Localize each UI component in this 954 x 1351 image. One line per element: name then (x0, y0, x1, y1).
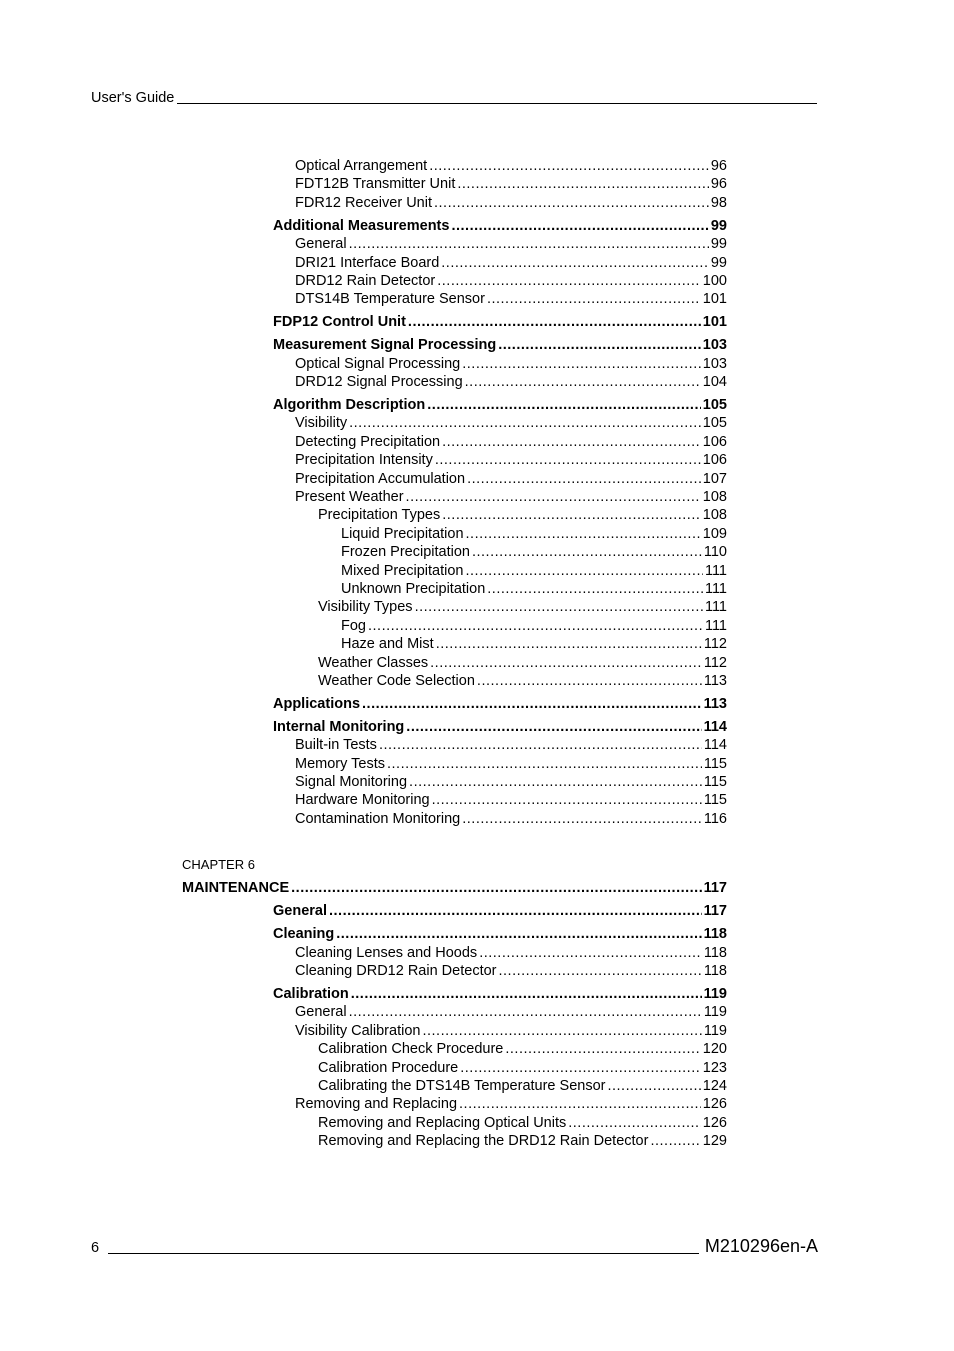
toc-dot-leader (472, 543, 702, 561)
toc-entry-page: 119 (703, 1004, 727, 1021)
toc-entry[interactable] (0, 1003, 954, 1021)
toc-dot-leader (460, 1059, 701, 1077)
toc-entry[interactable] (0, 1059, 954, 1077)
toc-entry-title: Cleaning DRD12 Rain Detector (295, 962, 497, 979)
toc-entry[interactable] (0, 1114, 954, 1132)
toc-dot-leader (349, 235, 709, 253)
toc-entry-title: Measurement Signal Processing (273, 337, 497, 354)
toc-entry-title: Visibility (295, 415, 348, 432)
toc-entry[interactable] (0, 313, 954, 331)
toc-entry-page: 123 (702, 1059, 727, 1076)
toc-entry[interactable] (0, 695, 954, 713)
toc-entry-title: Removing and Replacing the DRD12 Rain Detector (318, 1133, 649, 1150)
toc-entry-page: 110 (703, 544, 727, 561)
toc-entry-page: 112 (703, 636, 727, 653)
toc-entry[interactable] (0, 810, 954, 828)
toc-entry[interactable] (0, 654, 954, 672)
toc-dot-leader (477, 672, 702, 690)
toc-entry-page: 96 (710, 176, 727, 193)
toc-entry-title: Liquid Precipitation (341, 525, 464, 542)
toc-entry-page: 117 (703, 903, 727, 920)
toc-entry-page: 113 (703, 672, 727, 689)
toc-entry[interactable] (0, 235, 954, 253)
toc-entry-title: Hardware Monitoring (295, 792, 430, 809)
header-rule (177, 103, 817, 104)
toc-dot-leader (387, 755, 702, 773)
toc-entry[interactable] (0, 290, 954, 308)
toc-entry-page: 113 (703, 695, 727, 712)
toc-section-chapter5-continued (0, 157, 954, 828)
toc-entry-page: 99 (710, 236, 727, 253)
toc-entry[interactable] (0, 451, 954, 469)
toc-entry[interactable] (0, 194, 954, 212)
toc-dot-leader (427, 396, 701, 414)
toc-entry-page: 126 (702, 1114, 727, 1131)
toc-entry-title: Cleaning (273, 926, 335, 943)
toc-entry-page: 104 (702, 374, 727, 391)
toc-dot-leader (336, 925, 701, 943)
toc-dot-leader (436, 635, 702, 653)
toc-entry-page: 106 (702, 433, 727, 450)
toc-entry-page: 119 (703, 985, 727, 1002)
toc-entry[interactable] (0, 433, 954, 451)
toc-entry-page: 117 (703, 880, 727, 897)
toc-dot-leader (499, 962, 702, 980)
toc-entry-title: Optical Signal Processing (295, 355, 461, 372)
toc-entry-title: Visibility Types (318, 599, 413, 616)
toc-dot-leader (505, 1040, 700, 1058)
toc-section-chapter6 (0, 879, 954, 1150)
toc-dot-leader (650, 1132, 700, 1150)
toc-entry-page: 108 (702, 489, 727, 506)
toc-entry-page: 99 (710, 254, 727, 271)
toc-entry-page: 106 (702, 452, 727, 469)
toc-entry-page: 116 (703, 810, 727, 827)
toc-entry[interactable] (0, 488, 954, 506)
toc-entry-title: MAINTENANCE (182, 880, 290, 897)
toc-entry-title: Calibration (273, 985, 349, 1002)
toc-dot-leader (434, 194, 709, 212)
toc-dot-leader (291, 879, 701, 897)
toc-entry[interactable] (0, 157, 954, 175)
footer-doc-id: M210296en-A (704, 1236, 818, 1256)
toc-entry-title: FDT12B Transmitter Unit (295, 176, 456, 193)
toc-entry[interactable] (0, 396, 954, 414)
toc-entry[interactable] (0, 1132, 954, 1150)
toc-entry-page: 112 (703, 654, 727, 671)
toc-entry-page: 107 (702, 470, 727, 487)
toc-entry-title: Internal Monitoring (273, 718, 405, 735)
toc-entry-page: 98 (710, 194, 727, 211)
toc-entry-page: 105 (702, 397, 727, 414)
toc-entry-title: Optical Arrangement (295, 158, 428, 174)
toc-entry-page: 105 (702, 415, 727, 432)
toc-entry[interactable] (0, 736, 954, 754)
toc-entry[interactable] (0, 355, 954, 373)
toc-dot-leader (415, 598, 703, 616)
toc-entry-title: Memory Tests (295, 755, 385, 772)
toc-entry[interactable] (0, 879, 954, 897)
toc-entry-page: 129 (702, 1133, 727, 1150)
toc-dot-leader (487, 580, 703, 598)
toc-entry-title: Cleaning Lenses and Hoods (295, 944, 478, 961)
toc-entry-page: 111 (704, 580, 727, 597)
toc-dot-leader (349, 1003, 702, 1021)
toc-entry[interactable] (0, 1095, 954, 1113)
toc-entry-title: General (295, 1004, 347, 1021)
toc-entry[interactable] (0, 791, 954, 809)
toc-dot-leader (406, 718, 701, 736)
toc-dot-leader (466, 562, 703, 580)
toc-entry-title: Signal Monitoring (295, 774, 408, 791)
toc-entry-page: 118 (703, 926, 727, 943)
footer-page-number: 6 (91, 1240, 100, 1256)
toc-entry[interactable] (0, 543, 954, 561)
toc-entry[interactable] (0, 755, 954, 773)
toc-entry-title: DRD12 Rain Detector (295, 272, 436, 289)
toc-entry-title: Visibility Calibration (295, 1022, 421, 1039)
toc-entry[interactable] (0, 470, 954, 488)
toc-entry[interactable] (0, 373, 954, 391)
toc-entry[interactable] (0, 718, 954, 736)
toc-entry-title: Detecting Precipitation (295, 433, 441, 450)
toc-dot-leader (607, 1077, 700, 1095)
toc-dot-leader (451, 217, 708, 235)
toc-entry[interactable] (0, 580, 954, 598)
toc-entry-title: Precipitation Accumulation (295, 470, 466, 487)
toc-entry-title: Frozen Precipitation (341, 544, 470, 561)
toc-entry-title: Calibration Procedure (318, 1059, 459, 1076)
toc-dot-leader (457, 175, 709, 193)
toc-dot-leader (379, 736, 702, 754)
toc-entry-title: Calibrating the DTS14B Temperature Sensor (318, 1077, 606, 1094)
chapter-label: CHAPTER 6 (182, 857, 255, 873)
toc-entry-page: 101 (702, 291, 727, 308)
toc-dot-leader (467, 470, 701, 488)
toc-dot-leader (362, 695, 702, 713)
toc-entry-title: Additional Measurements (273, 217, 450, 234)
toc-entry-title: Removing and Replacing Optical Units (318, 1114, 567, 1131)
toc-entry-page: 115 (703, 774, 727, 791)
toc-entry-title: Precipitation Intensity (295, 452, 433, 469)
toc-entry-title: Precipitation Types (318, 507, 441, 524)
toc-entry[interactable] (0, 336, 954, 354)
toc-dot-leader (422, 1022, 701, 1040)
toc-entry-title: DRI21 Interface Board (295, 254, 440, 271)
toc-entry[interactable] (0, 773, 954, 791)
toc-entry[interactable] (0, 635, 954, 653)
toc-entry-title: Removing and Replacing (295, 1096, 458, 1113)
toc-entry-title: Present Weather (295, 489, 404, 506)
toc-dot-leader (406, 488, 701, 506)
toc-entry[interactable] (0, 217, 954, 235)
toc-dot-leader (462, 810, 702, 828)
toc-entry[interactable] (0, 962, 954, 980)
toc-entry-page: 120 (702, 1041, 727, 1058)
page-header (91, 90, 817, 106)
toc-entry[interactable] (0, 272, 954, 290)
toc-entry-page: 115 (703, 755, 727, 772)
toc-entry-title: FDP12 Control Unit (273, 314, 406, 331)
toc-entry-title: Fog (341, 617, 366, 634)
toc-entry[interactable] (0, 944, 954, 962)
toc-dot-leader (368, 617, 703, 635)
toc-entry-page: 111 (704, 599, 727, 616)
toc-dot-leader (441, 254, 709, 272)
toc-dot-leader (487, 290, 701, 308)
toc-entry-page: 100 (702, 272, 727, 289)
toc-entry[interactable] (0, 1040, 954, 1058)
toc-entry-title: DTS14B Temperature Sensor (295, 291, 485, 308)
toc-entry[interactable] (0, 985, 954, 1003)
toc-entry-page: 99 (710, 217, 727, 234)
toc-dot-leader (442, 506, 701, 524)
toc-dot-leader (568, 1114, 701, 1132)
toc-entry-page: 126 (702, 1096, 727, 1113)
toc-entry-title: Haze and Mist (341, 636, 434, 653)
toc-entry-page: 124 (702, 1077, 727, 1094)
toc-entry-page: 103 (702, 337, 727, 354)
footer-rule (108, 1253, 699, 1254)
toc-entry[interactable] (0, 562, 954, 580)
toc-entry-page: 115 (703, 792, 727, 809)
toc-dot-leader (465, 373, 701, 391)
toc-dot-leader (437, 272, 701, 290)
toc-entry[interactable] (0, 414, 954, 432)
toc-dot-leader (479, 944, 702, 962)
toc-entry-page: 96 (710, 158, 727, 174)
toc-entry-page: 114 (703, 737, 727, 754)
toc-entry-title: General (273, 903, 327, 920)
toc-entry[interactable] (0, 506, 954, 524)
toc-entry-title: Mixed Precipitation (341, 562, 464, 579)
toc-entry-title: FDR12 Receiver Unit (295, 194, 432, 211)
toc-dot-leader (459, 1095, 701, 1113)
toc-dot-leader (466, 525, 701, 543)
toc-dot-leader (351, 985, 702, 1003)
toc-dot-leader (409, 773, 702, 791)
toc-entry[interactable] (0, 925, 954, 943)
toc-entry-page: 111 (704, 617, 727, 634)
toc-dot-leader (432, 791, 702, 809)
toc-entry[interactable] (0, 902, 954, 920)
table-of-contents (0, 157, 954, 1150)
toc-entry[interactable] (0, 175, 954, 193)
toc-entry-title: Contamination Monitoring (295, 810, 461, 827)
toc-entry-title: Applications (273, 695, 361, 712)
toc-entry[interactable] (0, 598, 954, 616)
toc-entry-page: 101 (702, 314, 727, 331)
toc-entry-title: Algorithm Description (273, 397, 426, 414)
toc-entry-page: 103 (702, 355, 727, 372)
toc-entry[interactable] (0, 1022, 954, 1040)
toc-dot-leader (442, 433, 701, 451)
toc-entry-title: Calibration Check Procedure (318, 1041, 504, 1058)
toc-dot-leader (498, 336, 701, 354)
toc-dot-leader (429, 157, 709, 175)
toc-dot-leader (430, 654, 702, 672)
toc-entry-page: 119 (703, 1022, 727, 1039)
toc-entry-page: 118 (703, 962, 727, 979)
toc-entry-title: Weather Classes (318, 654, 429, 671)
toc-dot-leader (435, 451, 701, 469)
toc-entry[interactable] (0, 525, 954, 543)
toc-entry-page: 114 (703, 718, 727, 735)
toc-entry-page: 109 (702, 525, 727, 542)
toc-entry-title: Built-in Tests (295, 737, 377, 754)
toc-dot-leader (462, 355, 701, 373)
toc-entry-page: 108 (702, 507, 727, 524)
toc-entry-title: General (295, 236, 347, 253)
toc-entry-title: Weather Code Selection (318, 672, 475, 689)
toc-entry-title: DRD12 Signal Processing (295, 374, 463, 391)
toc-dot-leader (408, 313, 701, 331)
toc-entry-title: Unknown Precipitation (341, 580, 486, 597)
toc-entry[interactable] (0, 254, 954, 272)
toc-entry-page: 111 (704, 562, 727, 579)
toc-entry[interactable] (0, 617, 954, 635)
toc-dot-leader (329, 902, 702, 920)
toc-entry[interactable] (0, 1077, 954, 1095)
page-footer (91, 1236, 818, 1257)
toc-entry-page: 118 (703, 944, 727, 961)
toc-dot-leader (349, 414, 701, 432)
header-title: User's Guide (91, 90, 175, 106)
toc-entry[interactable] (0, 672, 954, 690)
